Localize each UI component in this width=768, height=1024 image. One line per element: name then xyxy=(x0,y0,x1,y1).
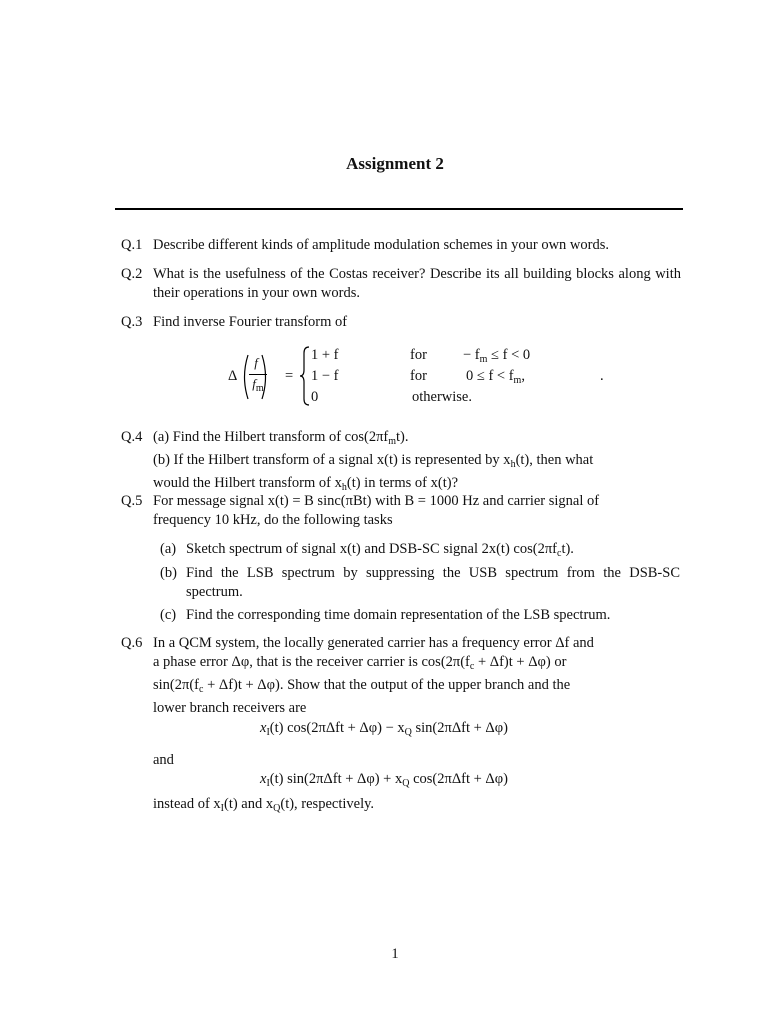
case-cond-2: $0 \le f < f_m$, xyxy=(466,368,525,386)
and-connector: and xyxy=(153,752,174,768)
question-line: In a QCM system, the locally generated carrier has a frequency error Δf and xyxy=(153,635,594,651)
equals-sign: = xyxy=(285,368,294,384)
question-3 xyxy=(121,313,681,332)
fraction-bar xyxy=(249,374,267,375)
equation-upper-branch: $x_I(t) \cos(2\pi\Delta ft + \Delta\varphi) - x_Q$ sin(2πΔft + Δφ) xyxy=(260,720,508,738)
subpart-c xyxy=(160,606,680,625)
question-number: Q.5 xyxy=(121,493,143,509)
subpart-label: (a) xyxy=(160,541,177,557)
question-text: Describe different kinds of amplitude modulation schemes in your own words. xyxy=(153,237,609,253)
question-number: Q.6 xyxy=(121,635,143,651)
question-line: a phase error Δφ, that is the receiver carrier is $\cos(2\pi(f_c + \Delta f)t + \Delta\varphi)$ or xyxy=(153,654,567,672)
case-word-1: for xyxy=(410,347,427,363)
subpart-text: Find the LSB spectrum by suppressing the USB spectrum from the DSB-SC spectrum. xyxy=(186,565,680,600)
question-line: (a) Find the Hilbert transform of $\cos(2\pi f_mt)$. xyxy=(153,429,409,447)
question-6-closing: instead of $x_I(t)$ and $x_Q(t)$, respectively. xyxy=(153,796,375,814)
question-text: What is the usefulness of the Costas receiver? Describe its all building blocks along with their operations in your own words. xyxy=(153,266,681,301)
fraction-numerator: f xyxy=(254,355,258,370)
title-rule xyxy=(115,208,683,210)
question-number: Q.3 xyxy=(121,314,143,330)
case-word-2: for xyxy=(410,368,427,384)
question-5 xyxy=(121,492,681,530)
question-line: would the Hilbert transform of $x_h(t)$ in terms of x(t)? xyxy=(153,475,459,493)
case-expr-3: 0 xyxy=(311,389,319,405)
question-6 xyxy=(121,634,681,718)
page-number: 1 xyxy=(391,946,399,962)
page-title: Assignment 2 xyxy=(346,154,444,173)
fraction-denominator: $f_m$ xyxy=(252,376,264,394)
question-text: Find inverse Fourier transform of xyxy=(153,314,348,330)
left-brace xyxy=(299,345,311,407)
case-expr-1: 1 + f xyxy=(311,347,339,363)
question-line: (b) If the Hilbert transform of a signal x(t) is represented by $x_h(t)$, then what xyxy=(153,452,594,470)
question-number: Q.4 xyxy=(121,429,143,445)
case-expr-2: 1 − f xyxy=(311,368,339,384)
subpart-text: Sketch spectrum of signal x(t) and DSB-SC signal 2x(t) $\cos(2\pi f_ct)$. xyxy=(186,541,574,559)
trailing-period: . xyxy=(600,368,604,384)
delta-symbol: Δ xyxy=(228,368,238,384)
case-cond-1: − $f_m \le f < 0$ xyxy=(463,347,531,365)
question-number: Q.1 xyxy=(121,237,143,253)
subpart-label: (b) xyxy=(160,565,177,581)
subpart-a xyxy=(160,540,680,563)
question-1 xyxy=(121,236,681,255)
question-number: Q.2 xyxy=(121,266,143,282)
subpart-text: Find the corresponding time domain representation of the LSB spectrum. xyxy=(186,607,611,623)
question-4 xyxy=(121,428,681,497)
question-line: $\sin(2\pi(f_c + \Delta f)t + \Delta\varphi)$. Show that the output of the upper branch and the xyxy=(153,677,571,695)
question-line: For message signal x(t) = B sinc(πBt) with B = 1000 Hz and carrier signal of xyxy=(153,493,600,509)
subpart-b xyxy=(160,564,680,602)
question-2 xyxy=(121,265,681,303)
equation-lower-branch: $x_I(t) \sin(2\pi\Delta ft + \Delta\varphi) + x_Q$ cos(2πΔft + Δφ) xyxy=(260,771,508,789)
question-line: frequency 10 kHz, do the following tasks xyxy=(153,512,393,528)
case-word-3: otherwise. xyxy=(412,389,472,405)
question-line: lower branch receivers are xyxy=(153,700,307,716)
subpart-label: (c) xyxy=(160,607,177,623)
